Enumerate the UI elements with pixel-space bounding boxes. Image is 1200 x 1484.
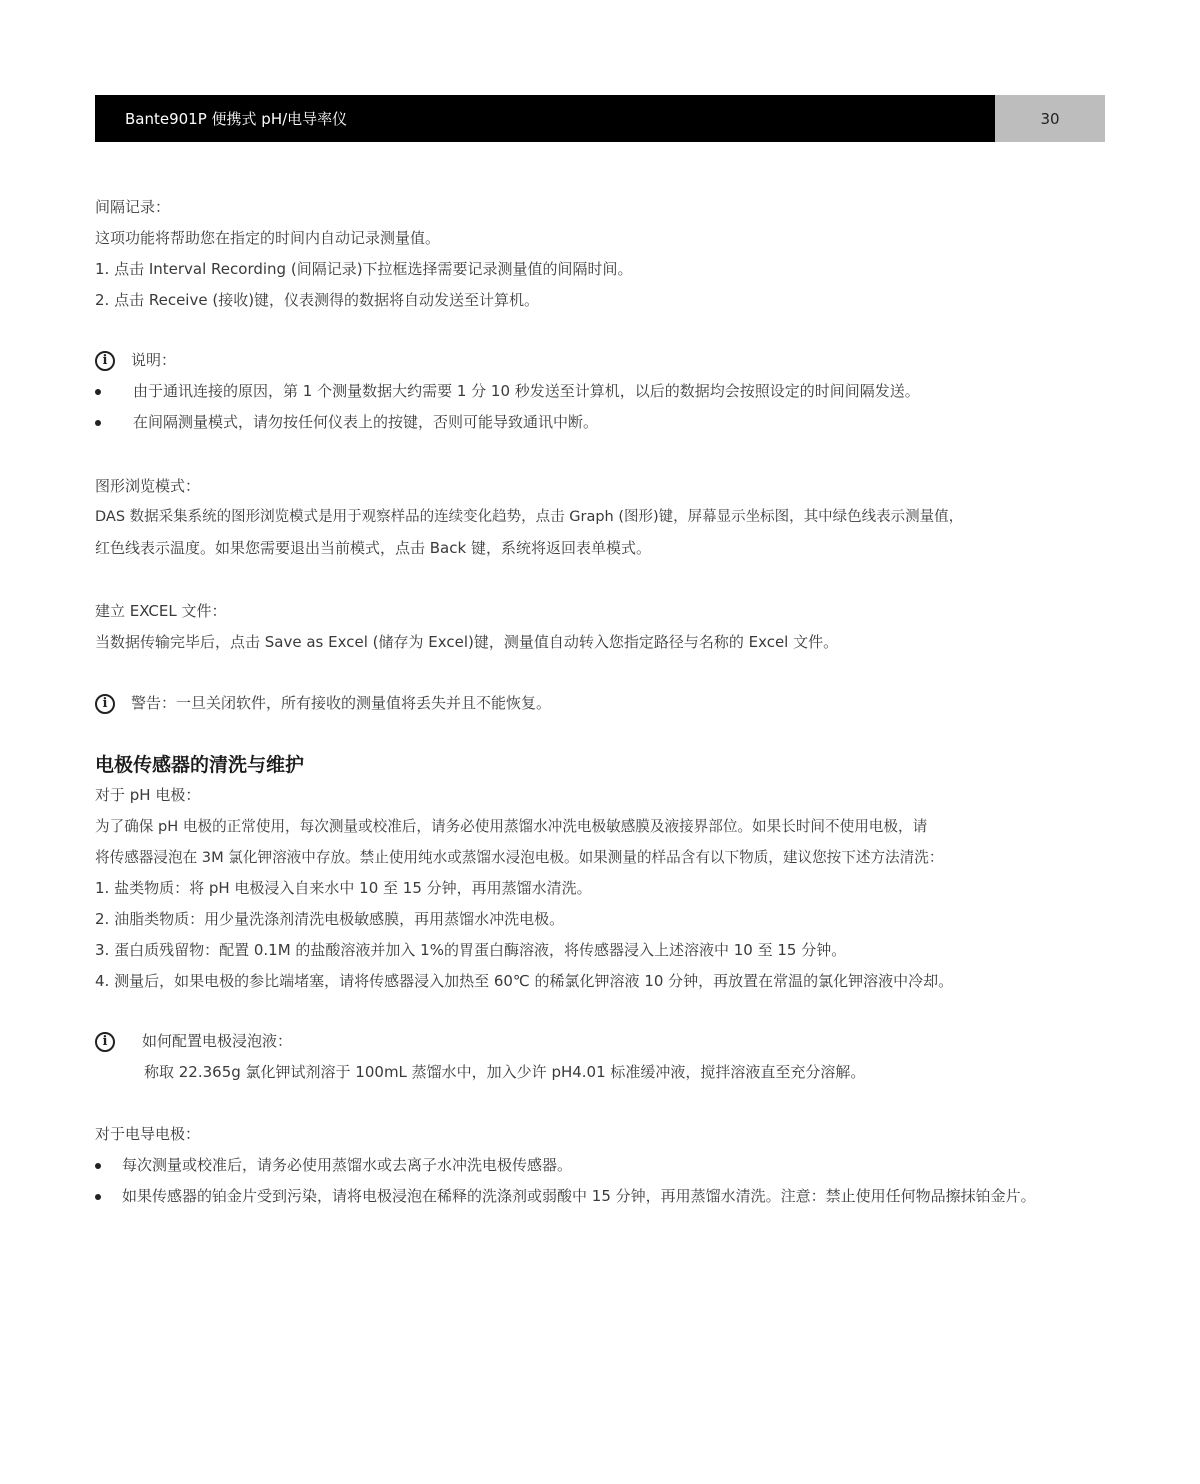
warning-note bbox=[95, 688, 1107, 719]
bullet-dot-icon bbox=[95, 420, 101, 426]
section-title: 电极传感器的清洗与维护 bbox=[95, 754, 305, 776]
bullet-dot-icon bbox=[95, 1194, 101, 1200]
step-item: 4. 测量后，如果电极的参比端堵塞，请将传感器浸入加热至 60℃ 的稀氯化钾溶液 10 分钟，再放置在常温的氯化钾溶液中冷却。 bbox=[95, 972, 954, 990]
note-heading bbox=[95, 345, 1107, 376]
step-item: 2. 油脂类物质：用少量洗涤剂清洗电极敏感膜，再用蒸馏水冲洗电极。 bbox=[95, 910, 565, 928]
excel-section bbox=[95, 596, 1107, 658]
note-text: 称取 22.365g 氯化钾试剂溶于 100mL 蒸馏水中，加入少许 pH4.01 标准缓冲液，搅拌溶液直至充分溶解。 bbox=[144, 1063, 866, 1081]
paragraph: DAS 数据采集系统的图形浏览模式是用于观察样品的连续变化趋势，点击 Graph (图形)键，屏幕显示坐标图，其中绿色线表示测量值， bbox=[95, 509, 964, 525]
document-title: Bante901P 便携式 pH/电导率仪 bbox=[95, 95, 995, 142]
section-heading: 图形浏览模式： bbox=[95, 477, 201, 495]
page-header bbox=[95, 95, 1105, 142]
section-heading: 建立 EXCEL 文件： bbox=[95, 602, 227, 620]
subsection-heading: 对于 pH 电极： bbox=[95, 786, 201, 804]
page-number: 30 bbox=[995, 95, 1105, 142]
step-item: 2. 点击 Receive (接收)键，仪表测得的数据将自动发送至计算机。 bbox=[95, 291, 540, 309]
note-section bbox=[95, 345, 1107, 438]
section-heading: 间隔记录： bbox=[95, 198, 171, 216]
note-label: 说明： bbox=[131, 351, 177, 369]
conductivity-section bbox=[95, 1119, 1107, 1212]
step-item: 1. 点击 Interval Recording (间隔记录)下拉框选择需要记录测量值的间隔时间。 bbox=[95, 260, 633, 278]
bullet-item: 由于通讯连接的原因，第 1 个测量数据大约需要 1 分 10 秒发送至计算机，以后的数据均会按照设定的时间间隔发送。 bbox=[95, 376, 1107, 407]
interval-recording-section bbox=[95, 192, 1107, 316]
bullet-dot-icon bbox=[95, 389, 101, 395]
step-item: 1. 盐类物质：将 pH 电极浸入自来水中 10 至 15 分钟，再用蒸馏水清洗。 bbox=[95, 879, 592, 897]
bullet-item: 在间隔测量模式，请勿按任何仪表上的按键，否则可能导致通讯中断。 bbox=[95, 407, 1107, 438]
paragraph: 红色线表示温度。如果您需要退出当前模式，点击 Back 键，系统将返回表单模式。 bbox=[95, 539, 651, 557]
info-icon: i bbox=[95, 1032, 115, 1052]
cleaning-section bbox=[95, 750, 1107, 997]
graph-mode-section bbox=[95, 471, 1107, 564]
bullet-dot-icon bbox=[95, 1163, 101, 1169]
info-icon: i bbox=[95, 694, 115, 714]
paragraph: 为了确保 pH 电极的正常使用，每次测量或校准后，请务必使用蒸馏水冲洗电极敏感膜及液接界部位。如果长时间不使用电极，请 bbox=[95, 818, 928, 835]
soak-solution-note bbox=[95, 1026, 1107, 1088]
note-title: 如何配置电极浸泡液： bbox=[142, 1032, 293, 1050]
bullet-item: 如果传感器的铂金片受到污染，请将电极浸泡在稀释的洗涤剂或弱酸中 15 分钟，再用蒸馏水清洗。注意：禁止使用任何物品擦抹铂金片。 bbox=[95, 1181, 1107, 1212]
bullet-item: 每次测量或校准后，请务必使用蒸馏水或去离子水冲洗电极传感器。 bbox=[95, 1150, 1107, 1181]
step-item: 3. 蛋白质残留物：配置 0.1M 的盐酸溶液并加入 1%的胃蛋白酶溶液，将传感器浸入上述溶液中 10 至 15 分钟。 bbox=[95, 941, 847, 959]
subsection-heading: 对于电导电极： bbox=[95, 1125, 201, 1143]
info-icon: i bbox=[95, 351, 115, 371]
warning-text: 警告：一旦关闭软件，所有接收的测量值将丢失并且不能恢复。 bbox=[131, 694, 552, 712]
paragraph: 这项功能将帮助您在指定的时间内自动记录测量值。 bbox=[95, 229, 441, 247]
paragraph: 将传感器浸泡在 3M 氯化钾溶液中存放。禁止使用纯水或蒸馏水浸泡电极。如果测量的样品含有以下物质，建议您按下述方法清洗： bbox=[95, 849, 944, 866]
paragraph: 当数据传输完毕后，点击 Save as Excel (储存为 Excel)键，测量值自动转入您指定路径与名称的 Excel 文件。 bbox=[95, 633, 839, 651]
